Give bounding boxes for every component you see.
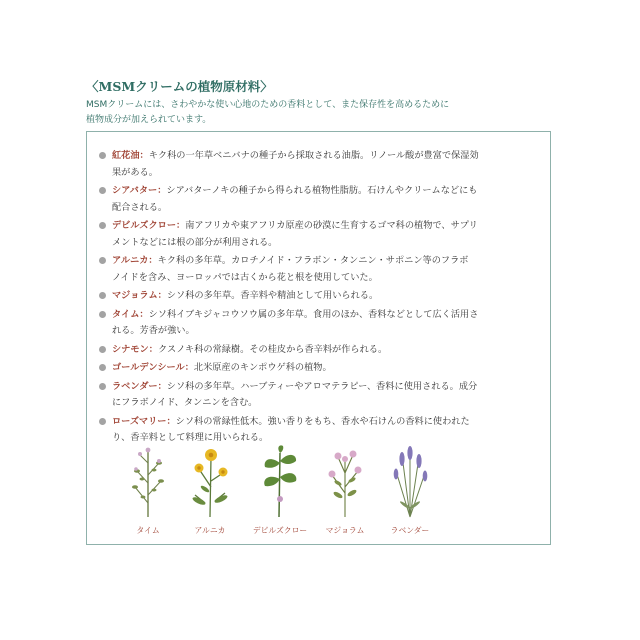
lavender-illustration-icon: [385, 443, 435, 519]
ingredient-term: 紅花油：: [112, 150, 149, 161]
ingredient-desc-line-2: メントなどには根の部分が利用される。: [112, 236, 278, 248]
ingredient-desc-line-2: 配合される。: [112, 201, 168, 213]
ingredient-desc-line-2: り、香辛料として料理に用いられる。: [112, 432, 269, 443]
ingredient-term: ローズマリー：: [112, 415, 176, 427]
devils-claw-illustration-icon: [255, 443, 305, 519]
ingredient-desc-line-2: れる。芳香が強い。: [112, 325, 195, 336]
ingredient-item-lavender: [99, 379, 544, 412]
ingredient-term: ゴールデンシール：: [112, 362, 194, 373]
plant-label-arnica: アルニカ: [194, 526, 226, 535]
bullet-icon: [99, 292, 106, 299]
ingredient-term: マジョラム：: [112, 290, 167, 301]
marjoram-illustration-icon: [320, 443, 370, 519]
ingredient-item-marjoram: [99, 288, 544, 305]
ingredient-desc-line-1: シソ科の常緑性低木。強い香りをもち、香水や石けんの香料に使われた: [175, 415, 470, 427]
ingredient-term: シナモン：: [112, 343, 158, 355]
page-heading: 〈MSMクリームの植物原材料〉: [86, 79, 273, 94]
ingredient-desc-line-1: シアバターノキの種子から得られる植物性脂肪。石けんやクリームなどにも: [166, 185, 478, 196]
bullet-icon: [99, 257, 106, 264]
plant-illustrations: [113, 443, 443, 543]
ingredient-term: アルニカ：: [112, 255, 158, 266]
bullet-icon: [99, 187, 106, 194]
ingredient-item-rosemary: [99, 414, 544, 447]
ingredient-desc-line-1: キク科の一年草ベニバナの種子から採取される油脂。リノール酸が豊富で保湿効: [148, 150, 479, 161]
bullet-icon: [99, 383, 106, 390]
ingredients-box: [86, 131, 551, 545]
ingredient-term: シアバター：: [112, 185, 167, 196]
ingredient-desc-line-2: ノイドを含み、ヨーロッパでは古くから花と根を使用していた。: [112, 271, 378, 283]
ingredient-desc-line-1: シソ科の多年草。香辛料や精油として用いられる。: [166, 290, 379, 301]
ingredient-item-arnica: [99, 253, 544, 286]
bullet-icon: [99, 152, 106, 159]
ingredient-term: デビルズクロー：: [112, 220, 186, 231]
ingredient-item-safflower-oil: [99, 148, 544, 181]
ingredient-desc-line-1: シソ科イブキジャコウソウ属の多年草。食用のほか、香料などとして広く活用さ: [148, 308, 479, 320]
thyme-illustration-icon: [123, 443, 173, 519]
ingredient-desc-line-1: クスノキ科の常緑樹。その桂皮から香辛料が作られる。: [157, 343, 388, 355]
plant-label-lavender: ラベンダー: [390, 526, 430, 535]
ingredient-item-shea-butter: [99, 183, 544, 216]
intro-text: [86, 98, 556, 128]
ingredient-term: タイム：: [112, 308, 149, 320]
bullet-icon: [99, 311, 106, 318]
ingredient-desc-line-1: キク科の多年草。カロチノイド・フラボン・タンニン・サポニン等のフラボ: [157, 255, 469, 266]
ingredient-desc-line-1: 南アフリカや東アフリカ原産の砂漠に生育するゴマ科の植物で、サプリ: [185, 220, 478, 231]
ingredient-desc-line-1: シソ科の多年草。ハーブティーやアロマテラピー、香料に使用される。成分: [166, 380, 478, 392]
plant-label-thyme: タイム: [136, 526, 160, 535]
ingredient-desc-line-1: 北米原産のキンポウゲ科の植物。: [193, 362, 332, 373]
ingredient-item-thyme: [99, 307, 544, 340]
bullet-icon: [99, 364, 106, 371]
bullet-icon: [99, 418, 106, 425]
bullet-icon: [99, 346, 106, 353]
ingredient-item-cinnamon: [99, 342, 544, 359]
ingredient-item-devils-claw: [99, 218, 544, 251]
intro-line-2: 植物成分が加えられています。: [86, 115, 212, 125]
plant-label-marjoram: マジョラム: [325, 526, 365, 535]
ingredient-item-goldenseal: [99, 360, 544, 377]
ingredient-list: [99, 148, 544, 449]
arnica-illustration-icon: [185, 443, 235, 519]
bullet-icon: [99, 222, 106, 229]
ingredient-term: ラベンダー：: [112, 380, 167, 392]
intro-line-1: MSMクリームには、さわやかな使い心地のための香料として、また保存性を高めるために: [86, 100, 450, 110]
ingredient-desc-line-2: 果がある。: [112, 166, 158, 178]
plant-label-devils-claw: デビルズクロー: [252, 526, 308, 535]
ingredient-desc-line-2: にフラボノイド、タンニンを含む。: [112, 397, 258, 408]
